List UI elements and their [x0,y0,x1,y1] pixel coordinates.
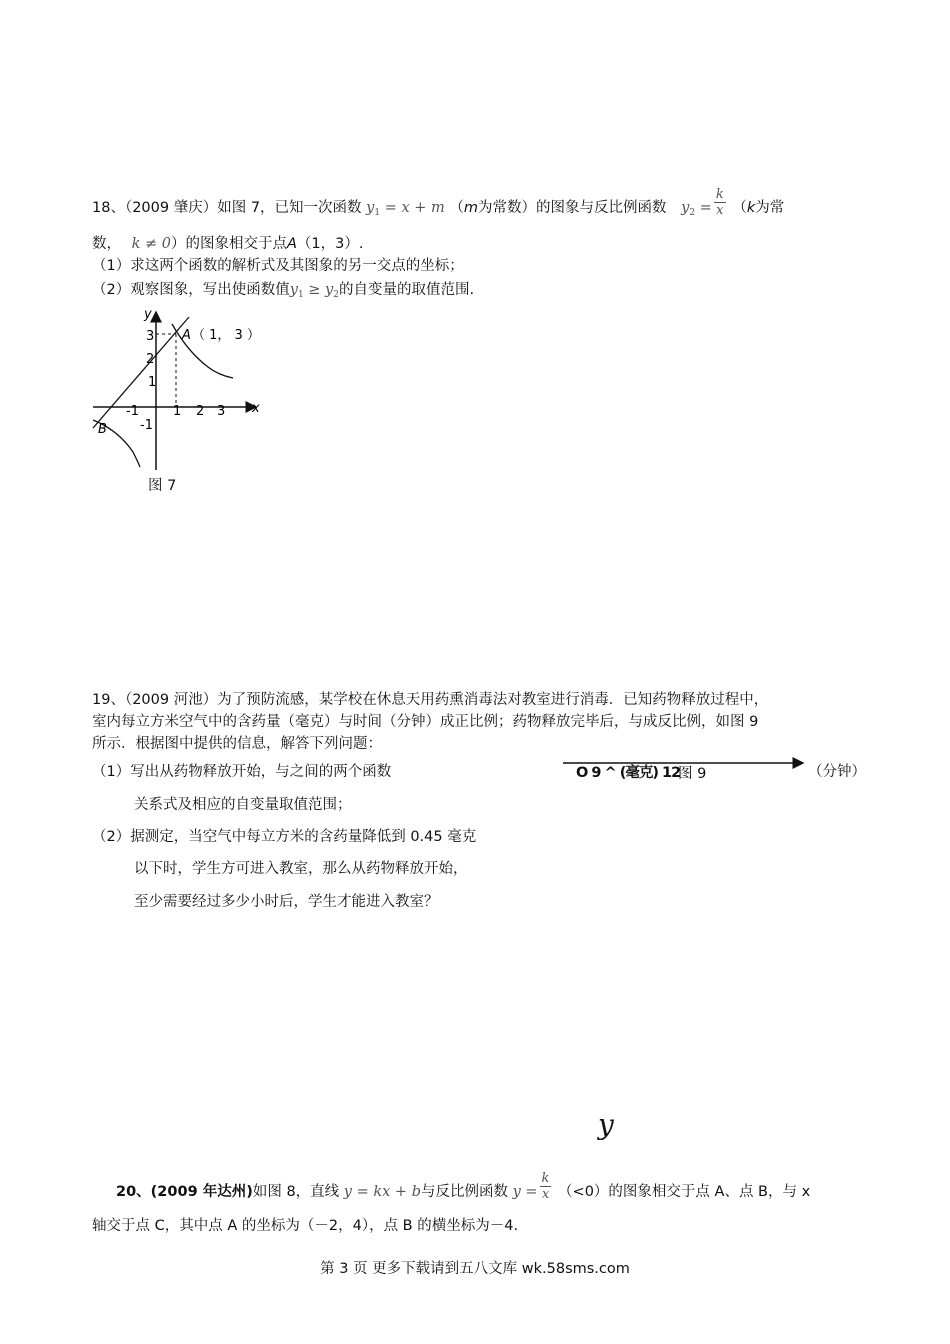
page-footer: 第 3 页 更多下载请到五八文库 wk.58sms.com [320,1261,630,1277]
x-axis-label: x [252,401,260,416]
y-axis-label: y [144,307,152,322]
y-tick-2: 2 [146,352,155,367]
q19-line1: 19、（2009 河池）为了预防流感，某学校在休息天用药熏消毒法对教室进行消毒．已知药物释放过程中， [92,692,769,708]
x-tick-2: 2 [196,404,205,419]
q19-item1-b: 关系式及相应的自变量取值范围； [134,797,352,813]
q18-line2: 数， k ≠ 0）的图象相交于点A（1，3）. [92,236,364,252]
q18-func1: $y_1 = x + m$ [366,200,445,218]
q20-line-eq: y = kx + b [343,1184,421,1200]
q19-item2-a: （2）据测定，当空气中每立方米的含药量降低到 0.45 毫克 [92,829,477,845]
q19-item2-c: 至少需要经过多少小时后，学生才能进入教室？ [134,894,439,910]
q20-line1: 20、(2009 年达州)如图 8，直线 y = kx + b与反比例函数 y = $\frac{k}{x}$ （<0）的图象相交于点 A、点 B，与 x [116,1170,811,1202]
q18-item1: （1）求这两个函数的解析式及其图象的另一交点的坐标； [92,258,464,274]
stray-y-symbol: y [598,1108,614,1141]
figure-9-overlap-text: O 9 ^ (毫克) 12 [576,765,681,781]
q19-line3: 所示．根据图中提供的信息，解答下列问题： [92,736,382,752]
q18-func2: $y_2$ = $\frac{k}{x}$ [681,186,724,218]
x-tick-3: 3 [217,404,226,419]
q19-item1-a: （1）写出从药物释放开始，与之间的两个函数 [92,764,392,780]
y-tick-1: 1 [148,375,157,390]
point-b-label: B [98,422,107,437]
q20-inverse-func: y = $\frac{k}{x}$ [512,1170,550,1202]
q20-line2: 轴交于点 C，其中点 A 的坐标为（－2，4），点 B 的横坐标为－4. [92,1218,519,1234]
figure-7-caption: 图 7 [148,478,177,494]
q19-item2-b: 以下时，学生方可进入教室，那么从药物释放开始， [134,861,468,877]
point-a-coords: （ 1， 3 ） [192,328,260,343]
q18-line1-prefix: 18、（2009 肇庆）如图 7，已知一次函数 [92,200,362,216]
q19-line2: 室内每立方米空气中的含药量（毫克）与时间（分钟）成正比例；药物释放完毕后，与成反比例，如图 9 [92,714,759,730]
x-tick-neg1: -1 [126,404,139,419]
figure-7-graph [88,302,288,477]
point-a-label: A [182,328,191,343]
figure-9-unit: （分钟） [808,764,866,780]
y-tick-3: 3 [146,329,155,344]
q20-prefix: 20、(2009 年达州) [116,1184,253,1200]
figure-9-caption: 图 9 [678,766,707,782]
y-tick-neg1: -1 [140,418,153,433]
q18-k-condition: k ≠ 0 [131,236,171,252]
x-tick-1: 1 [173,404,182,419]
q18-item2: （2）观察图象，写出使函数值$y_1 \ge y_2$的自变量的取值范围. [92,282,475,300]
q18-line1: 18、（2009 肇庆）如图 7，已知一次函数 $y_1 = x + m$ （m为常数）的图象与反比例函数 $y_2$ = $\frac{k}{x}$ （k为常 [92,186,785,218]
